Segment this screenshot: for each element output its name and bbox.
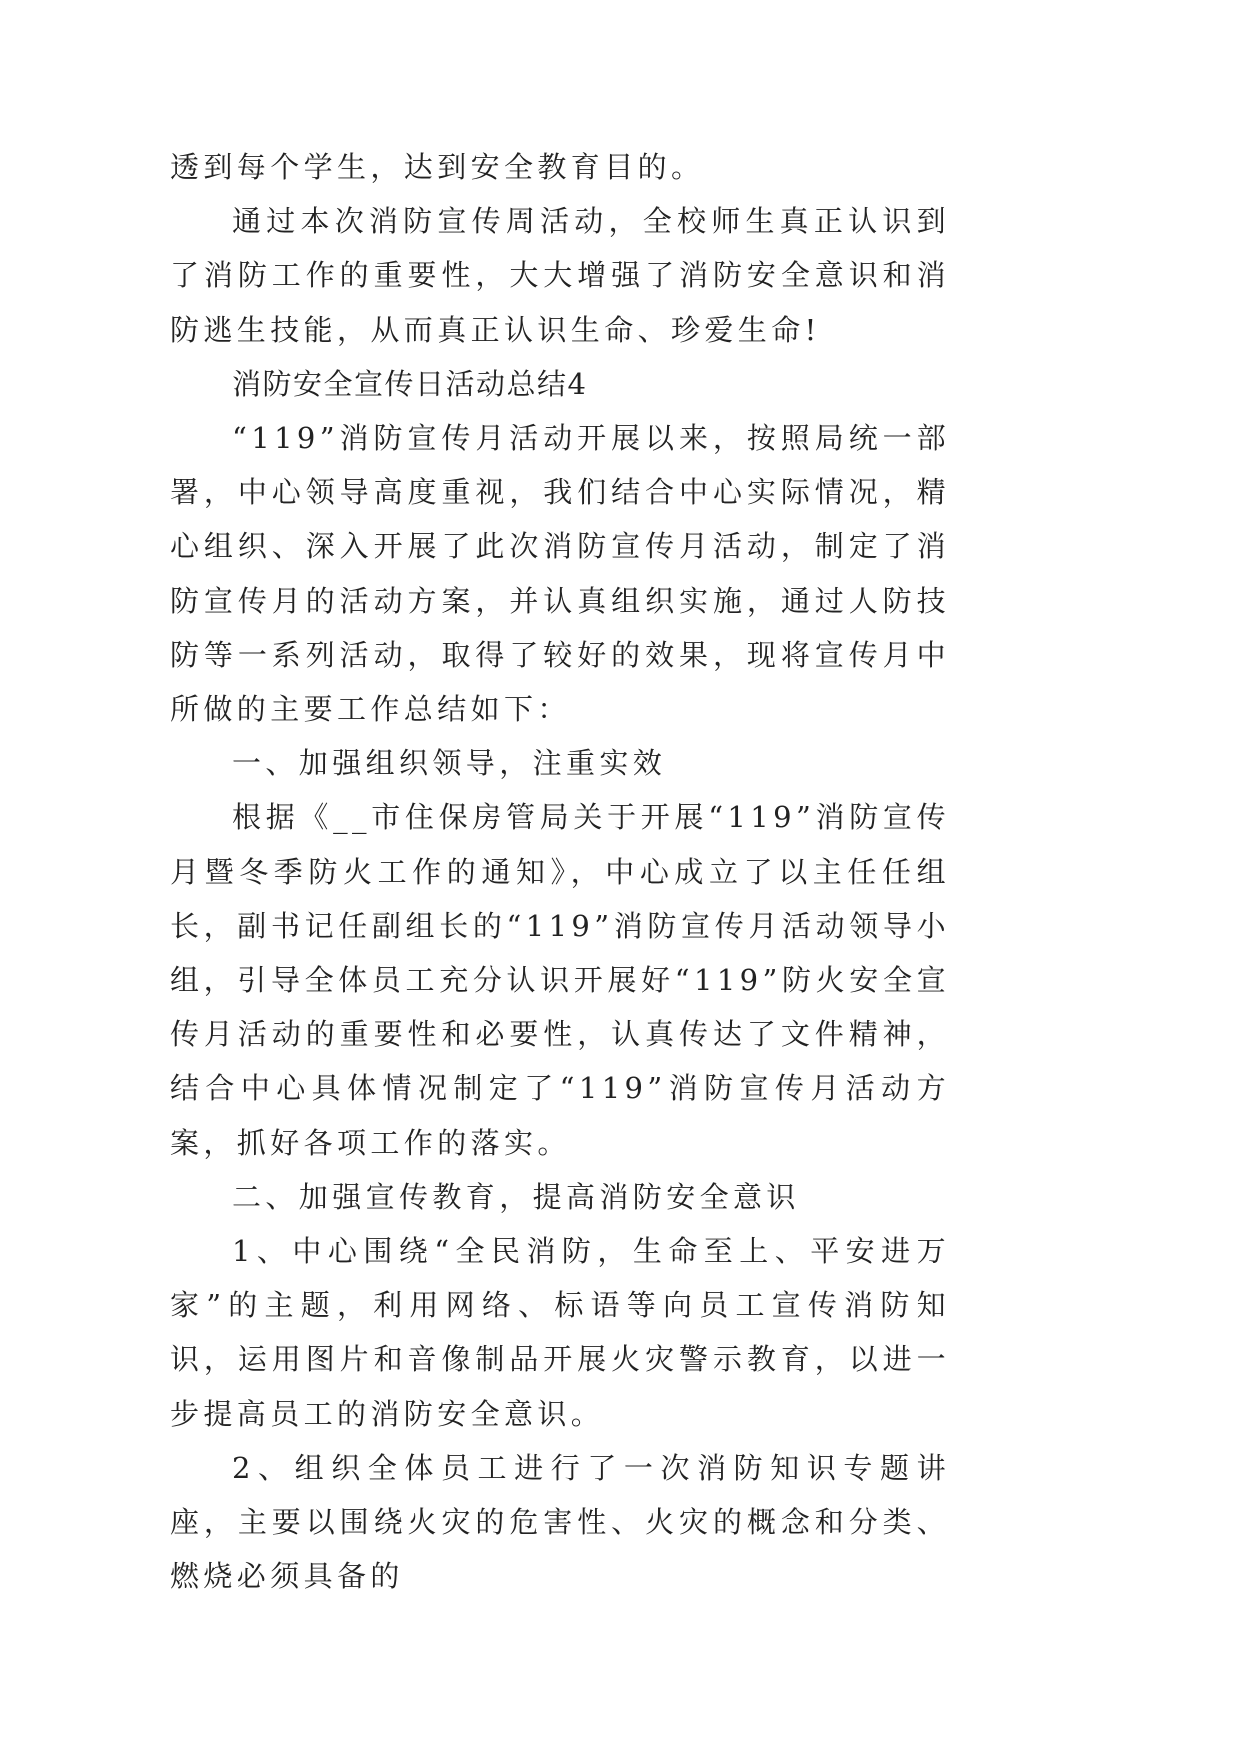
paragraph-item-2: 2、组织全体员工进行了一次消防知识专题讲座，主要以围绕火灾的危害性、火灾的概念和分类、燃烧必须具备的	[170, 1450, 950, 1594]
document-body	[170, 140, 950, 1603]
subheading-organization: 一、加强组织领导，注重实效	[232, 746, 667, 781]
paragraph-organization: 根据《__市住保房管局关于开展“119”消防宣传月暨冬季防火工作的通知》，中心成立了以主任任组长，副书记任副组长的“119”消防宣传月活动领导小组，引导全体员工充分认识开展好“119”防火安全宣传月活动的重要性和必要性，认真传达了文件精神，结合中心具体情况制定了“119”消防宣传月活动方案，抓好各项工作的落实。	[170, 800, 950, 1160]
section-title-summary-4: 消防安全宣传日活动总结4	[232, 366, 588, 401]
paragraph-item-1: 1、中心围绕“全民消防，生命至上、平安进万家”的主题，利用网络、标语等向员工宣传消防知识，运用图片和音像制品开展火灾警示教育，以进一步提高员工的消防安全意识。	[170, 1234, 950, 1431]
paragraph-continuation: 透到每个学生，达到安全教育目的。	[170, 150, 705, 184]
paragraph-activity-result: 通过本次消防宣传周活动，全校师生真正认识到了消防工作的重要性，大大增强了消防安全意识和消防逃生技能，从而真正认识生命、珍爱生命!	[170, 204, 950, 347]
paragraph-intro: “119”消防宣传月活动开展以来，按照局统一部署，中心领导高度重视，我们结合中心实际情况，精心组织、深入开展了此次消防宣传月活动，制定了消防宣传月的活动方案，并认真组织实施，通过人防技防等一系列活动，取得了较好的效果，现将宣传月中所做的主要工作总结如下：	[170, 421, 950, 727]
subheading-publicity: 二、加强宣传教育，提高消防安全意识	[232, 1179, 800, 1214]
